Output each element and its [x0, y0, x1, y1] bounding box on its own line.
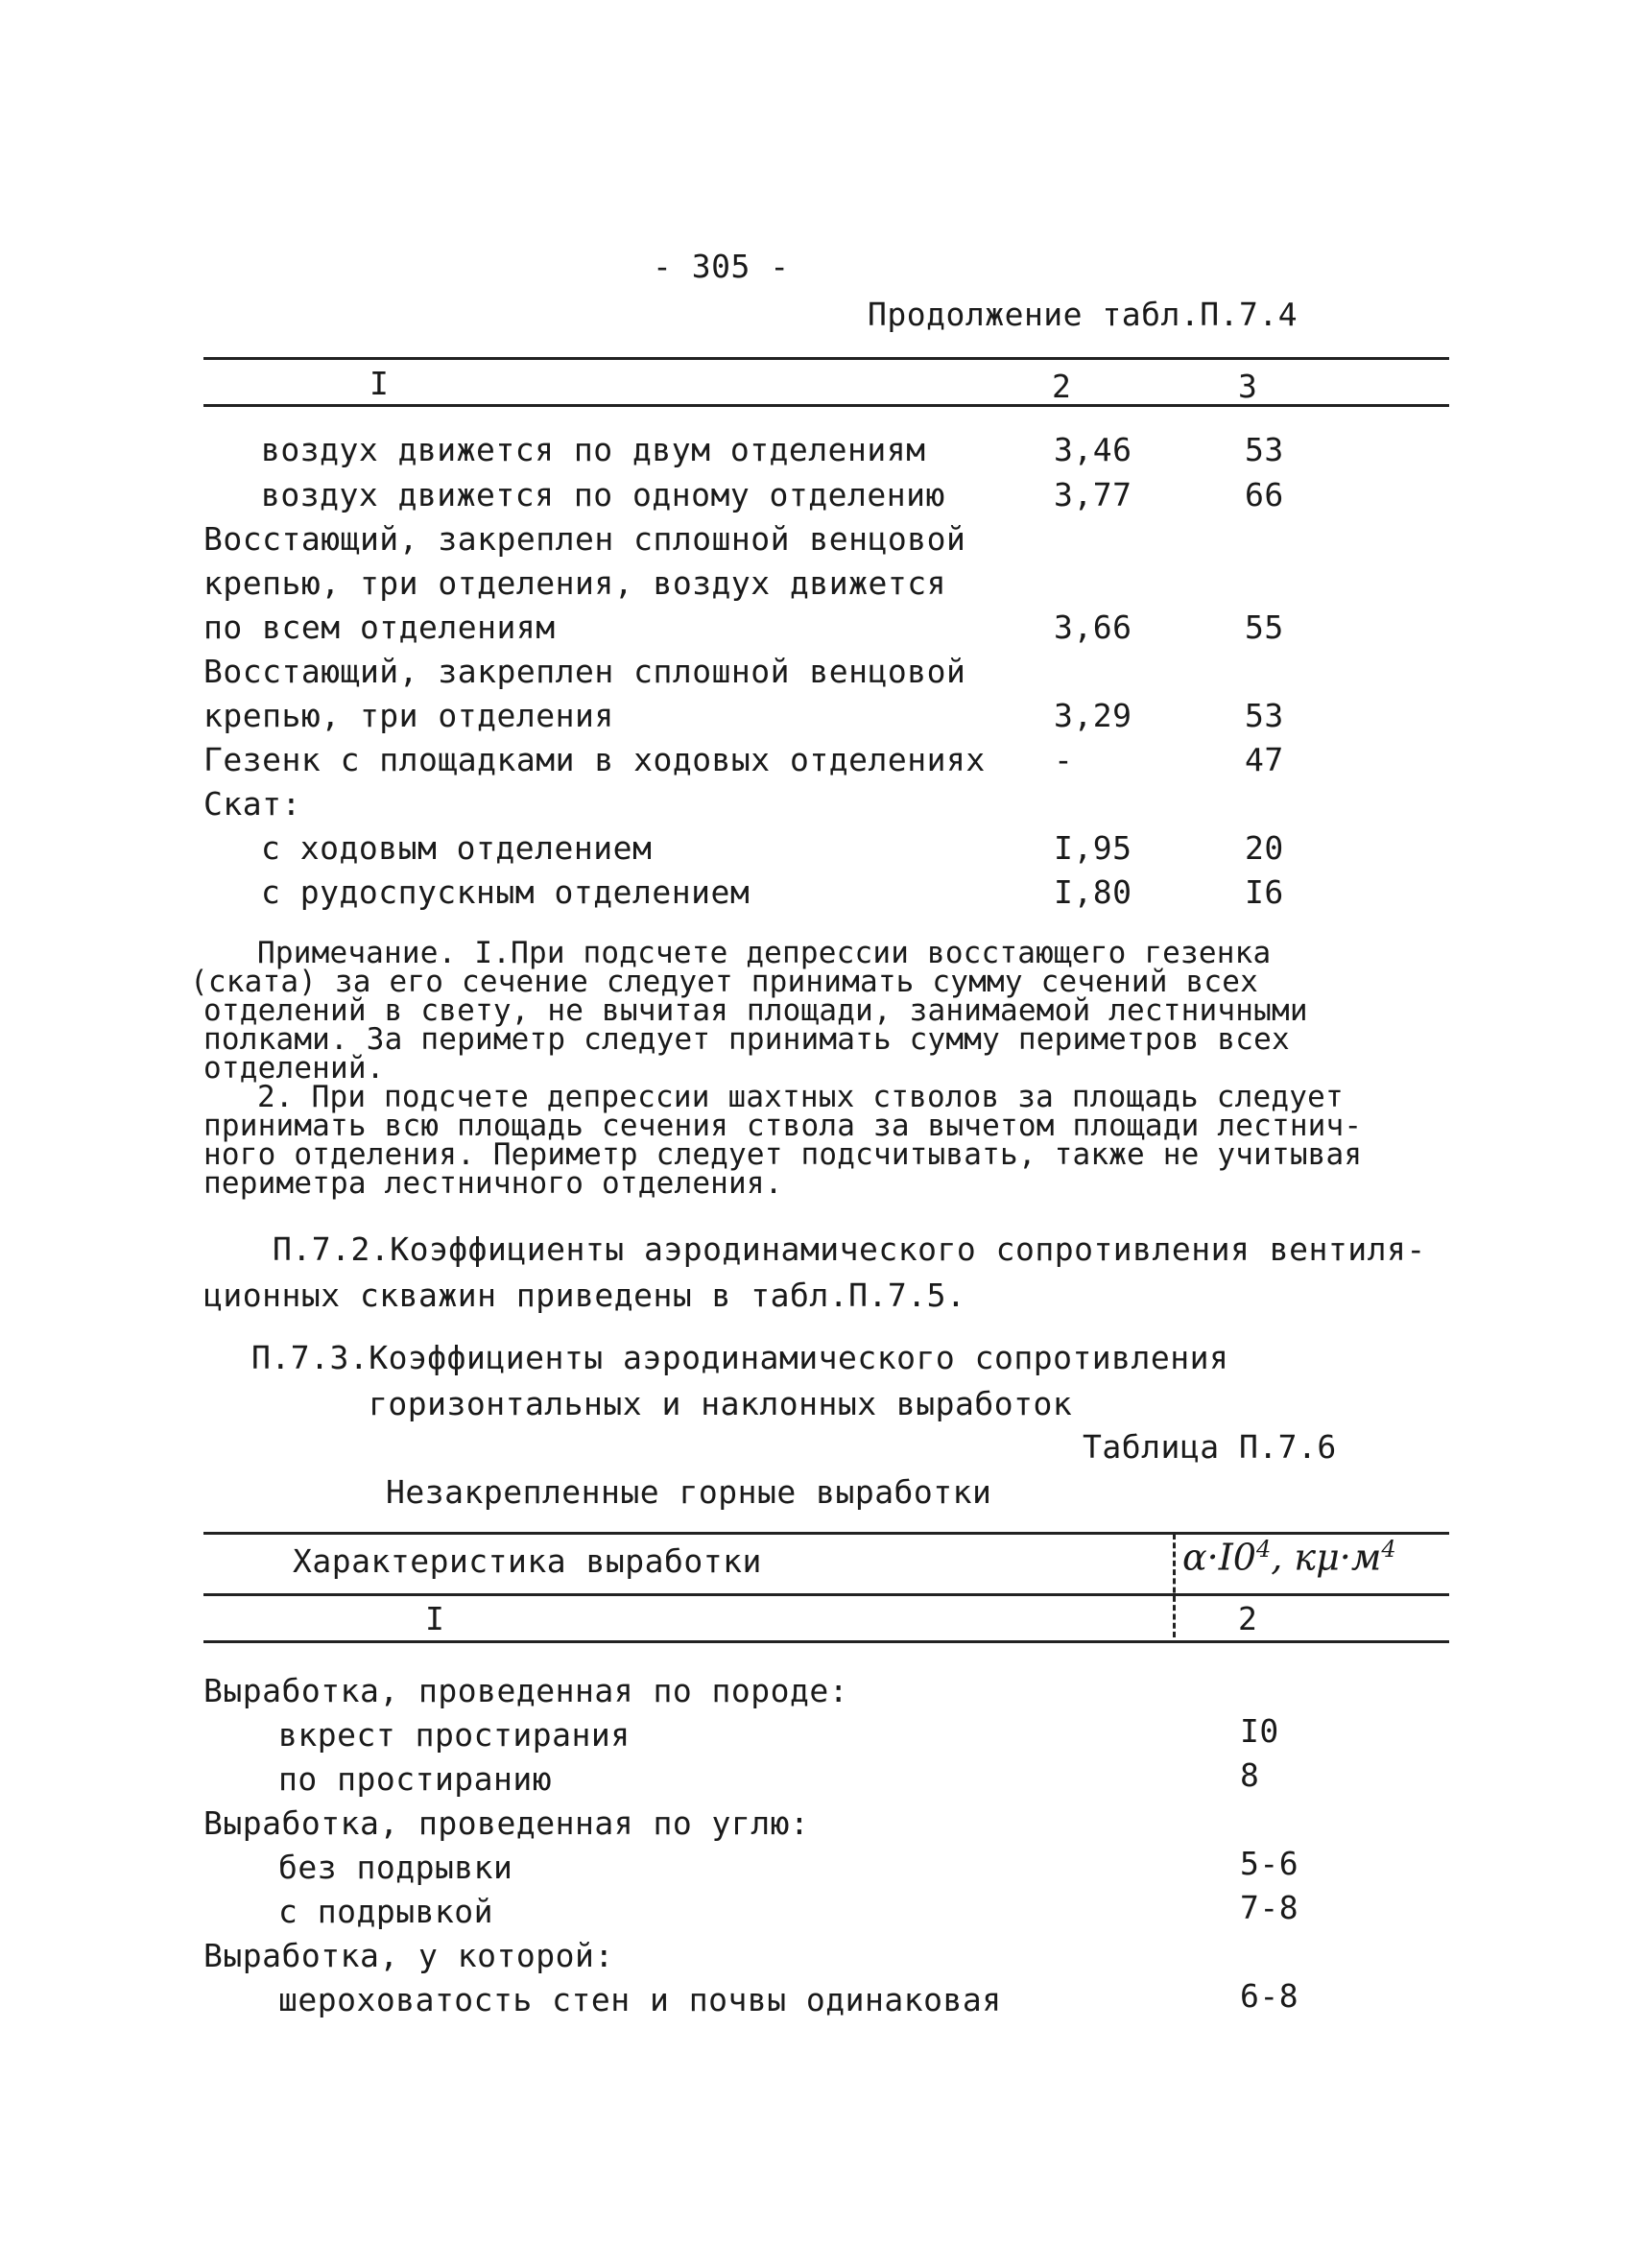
row-label: Выработка, проведенная по породе: [203, 1672, 849, 1709]
header-col2-exponent: 4 [1255, 1536, 1272, 1563]
row-value-col3: 55 [1245, 609, 1284, 646]
note-line: принимать всю площадь сечения ствола за вычетом площади лестнич- [203, 1109, 1363, 1143]
paragraph-line: ционных скважин приведены в табл.П.7.5. [203, 1277, 966, 1314]
row-value-col3: 53 [1245, 697, 1284, 734]
table-continuation-label: Продолжение табл.П.7.4 [868, 296, 1299, 333]
row-label: с рудоспускным отделением [261, 873, 751, 911]
row-value-col2: 3,77 [1054, 476, 1132, 513]
row-value-col2: 3,29 [1054, 697, 1132, 734]
note-line: 2. При подсчете депрессии шахтных стволов за площадь следует [257, 1080, 1344, 1114]
table-2-top-rule [203, 1532, 1449, 1535]
row-value: 6-8 [1240, 1977, 1299, 2015]
row-label: крепью, три отделения [203, 697, 614, 734]
row-label: вкрест простирания [278, 1716, 631, 1754]
table-2-title: Незакрепленные горные выработки [386, 1473, 992, 1511]
row-value: 5-6 [1240, 1845, 1299, 1882]
table-2-header-rule [203, 1593, 1449, 1596]
row-value-col2: - [1054, 741, 1074, 778]
note-line: полками. За периметр следует принимать сумму периметров всех [203, 1022, 1290, 1057]
table-1-header-col2: 2 [1052, 368, 1072, 405]
row-label: без подрывки [278, 1849, 513, 1886]
note-line: периметра лестничного отделения. [203, 1166, 783, 1201]
row-label: по всем отделениям [203, 609, 556, 646]
row-value-col3: 53 [1245, 431, 1284, 468]
row-label: Выработка, у которой: [203, 1937, 614, 1974]
note-line: ного отделения. Периметр следует подсчитывать, также не учитывая [203, 1137, 1363, 1172]
table-2-header-col1: Характеристика выработки [293, 1542, 762, 1580]
header-col2-unit-exponent: 4 [1381, 1536, 1396, 1563]
row-label: Восстающий, закреплен сплошной венцовой [203, 653, 966, 690]
row-label: воздух движется по двум отделениям [261, 431, 926, 468]
page-number: - 305 - [653, 248, 790, 285]
row-value-col3: I6 [1245, 873, 1284, 911]
header-col2-unit: , кμ·м [1271, 1536, 1382, 1579]
paragraph-line: П.7.2.Коэффициенты аэродинамического сопротивления вентиля- [273, 1230, 1426, 1268]
row-label: крепью, три отделения, воздух движется [203, 564, 946, 602]
row-value: I0 [1240, 1712, 1279, 1750]
table-2-column-divider [1173, 1534, 1176, 1637]
table-1-header-rule [203, 404, 1449, 407]
table-1-header-col1: I [369, 365, 390, 402]
row-label: воздух движется по одному отделению [261, 476, 945, 513]
row-label: Гезенк с площадками в ходовых отделениях [203, 741, 986, 778]
note-line: отделений. [203, 1051, 385, 1086]
section-heading: П.7.3.Коэффициенты аэродинамического сопротивления [251, 1339, 1229, 1376]
section-heading-cont: горизонтальных и наклонных выработок [369, 1385, 1073, 1422]
row-value-col3: 20 [1245, 829, 1284, 867]
table-2-label: Таблица П.7.6 [1083, 1428, 1337, 1466]
row-value: 7-8 [1240, 1889, 1299, 1926]
table-2-header-col2 [1182, 1536, 1396, 1579]
note-line: отделений в свету, не вычитая площади, занимаемой лестничными [203, 993, 1308, 1028]
row-label: Выработка, проведенная по углю: [203, 1804, 810, 1842]
row-value: 8 [1240, 1756, 1260, 1794]
table-1-header-col3: 3 [1238, 368, 1258, 405]
row-label: шероховатость стен и почвы одинаковая [278, 1981, 1002, 2018]
table-2-number-col2: 2 [1238, 1600, 1258, 1637]
note-line: (ската) за его сечение следует принимать сумму сечений всех [190, 965, 1258, 999]
row-label: с подрывкой [278, 1893, 494, 1930]
row-value-col2: I,95 [1054, 829, 1132, 867]
row-value-col3: 47 [1245, 741, 1284, 778]
row-value-col2: 3,46 [1054, 431, 1132, 468]
row-value-col2: I,80 [1054, 873, 1132, 911]
row-label: с ходовым отделением [261, 829, 653, 867]
header-col2-prefix: α·I0 [1182, 1536, 1256, 1579]
row-label: по простиранию [278, 1760, 553, 1798]
table-2-number-col1: I [425, 1600, 445, 1637]
row-label: Скат: [203, 785, 301, 823]
table-2-number-rule [203, 1640, 1449, 1643]
row-value-col3: 66 [1245, 476, 1284, 513]
row-value-col2: 3,66 [1054, 609, 1132, 646]
row-label: Восстающий, закреплен сплошной венцовой [203, 520, 966, 558]
note-line: Примечание. I.При подсчете депрессии восстающего гезенка [257, 936, 1272, 970]
table-1-top-rule [203, 357, 1449, 360]
